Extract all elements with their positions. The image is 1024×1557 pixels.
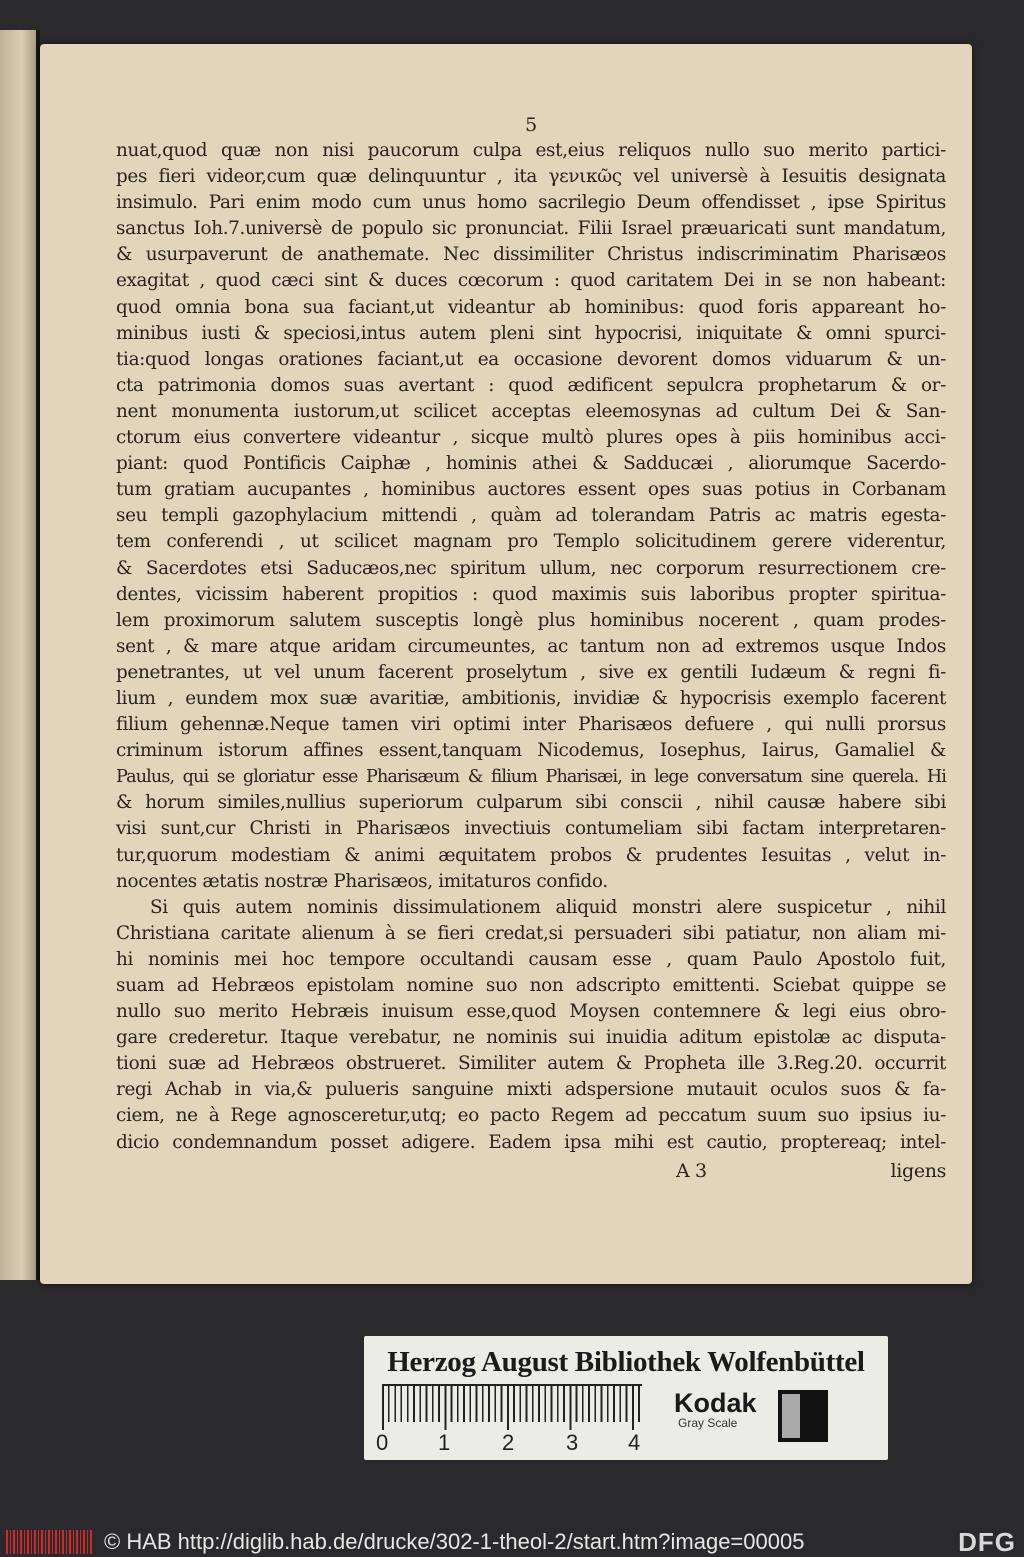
ruler-number: 2 bbox=[502, 1430, 515, 1455]
credit-bar bbox=[0, 1528, 1024, 1556]
catchword: ligens bbox=[890, 1159, 946, 1182]
gray-swatch-mid bbox=[782, 1394, 800, 1438]
text-line: Paulus, qui se gloriatur esse Pharisæum & filium Pharisæi, in lege conversatum sine querela. Hi bbox=[116, 767, 946, 788]
text-line: quod omnia bona sua faciant,ut videantur ab hominibus: quod foris appareant ho- bbox=[116, 296, 946, 318]
text-line: tem conferendi , ut scilicet magnam pro Templo solicitudinem gerere viderentur, bbox=[116, 531, 946, 553]
text-line: minibus iusti & speciosi,intus autem pleni sint hypocrisi, iniquitate & omni spurci- bbox=[116, 322, 946, 344]
text-line: Christiana caritate alienum à se fieri credat,si persuaderi sibi patiatur, non aliam mi- bbox=[116, 922, 946, 944]
kodak-logo: Kodak bbox=[674, 1388, 757, 1418]
ruler-number: 3 bbox=[566, 1430, 579, 1455]
page-text bbox=[116, 114, 946, 1186]
ruler-number: 0 bbox=[376, 1430, 389, 1455]
text-line: tioni suæ ad Hebræos obstrueret. Similiter autem & Propheta ille 3.Reg.20. occurrit bbox=[116, 1053, 946, 1075]
text-line: criminum istorum affines essent,tanquam Nicodemus, Iosephus, Iairus, Gamaliel & bbox=[116, 740, 946, 762]
text-line: lem proximorum salutem susceptis longè plus hominibus nocerent , quam prodes- bbox=[116, 609, 946, 631]
credit-url[interactable]: © HAB http://diglib.hab.de/drucke/302-1-theol-2/start.htm?image=00005 bbox=[104, 1529, 805, 1554]
gray-scale-label: Gray Scale bbox=[678, 1416, 738, 1430]
library-name: Herzog August Bibliothek Wolfenbüttel bbox=[387, 1346, 865, 1378]
signature-mark: A 3 bbox=[676, 1159, 707, 1182]
text-line: visi sunt,cur Christi in Pharisæos invectiuis contumeliam sibi factam interpretaren- bbox=[116, 818, 946, 840]
color-scale-card bbox=[364, 1336, 888, 1460]
text-line: tum gratiam aucupantes , hominibus auctores essent opes suas potius in Corbanam bbox=[116, 479, 946, 501]
text-line: piant: quod Pontificis Caiphæ , hominis athei & Sadducæi , aliorumque Sacerdo- bbox=[116, 453, 946, 475]
text-line: tia:quod longas orationes faciant,ut ea occasione devorent domos viduarum & un- bbox=[116, 348, 946, 370]
text-line: hi nominis mei hoc tempore occultandi causam esse , quam Paulo Apostolo fuit, bbox=[116, 948, 946, 970]
ruler-number: 1 bbox=[438, 1430, 451, 1455]
text-line: tur,quorum modestiam & animi æquitatem probos & prudentes Iesuitas , velut in- bbox=[116, 844, 946, 866]
barcode-icon bbox=[6, 1530, 94, 1554]
ruler-major-ticks bbox=[382, 1386, 642, 1430]
text-line: nocentes ætatis nostræ Pharisæos, imitaturos confido. bbox=[116, 870, 608, 892]
text-line: dentes, vicissim haberent propitios : quod maximis suis laboribus propter spiritua- bbox=[116, 583, 946, 605]
text-line: ciem, ne à Rege agnosceretur,utq; eo pacto Regem ad peccatum suum suo ipsius iu- bbox=[116, 1105, 946, 1127]
text-line: dicio condemnandum posset adigere. Eadem ipsa mihi est cautio, proptereaq; intel- bbox=[116, 1131, 946, 1153]
text-line: & horum similes,nullius superiorum culparum sibi conscii , nihil causæ habere sibi bbox=[116, 792, 946, 814]
text-line: ctorum eius convertere videantur , sicque multò plures opes à piis hominibus acci- bbox=[116, 427, 946, 449]
page-number: 5 bbox=[525, 114, 537, 136]
facing-page-edge bbox=[0, 30, 36, 1280]
text-line: penetrantes, ut vel unum facerent proselytum , sive ex gentili Iudæum & regni fi- bbox=[116, 661, 946, 683]
text-line: insimulo. Pari enim modo cum unus homo sacrilegio Deum offendisset , ipse Spiritus bbox=[116, 192, 946, 214]
text-line: cta patrimonia domos suas avertant : quod ædificent sepulcra prophetarum & or- bbox=[116, 374, 946, 396]
text-line: & Sacerdotes etsi Saducæos,nec spiritum ullum, nec corporum resurrectionem cre- bbox=[116, 557, 946, 579]
text-line: sanctus Ioh.7.universè de populo sic pronunciat. Filii Israel præuaricati sunt mandatum, bbox=[116, 218, 946, 240]
text-line: gare crederetur. Itaque verebatur, ne nominis sui inuidia aditum epistolæ ac disputa- bbox=[116, 1027, 946, 1049]
text-line: seu templi gazophylacium mittendi , quàm ad tolerandam Patris ac matris egesta- bbox=[116, 505, 946, 527]
text-line: Si quis autem nominis dissimulationem aliquid monstri alere suspicetur , nihil bbox=[150, 896, 946, 918]
text-line: suam ad Hebræos epistolam nomine suo non adscripto emittenti. Sciebat quippe se bbox=[116, 975, 946, 996]
text-line: nuat,quod quæ non nisi paucorum culpa est,eius reliquos nullo suo merito partici- bbox=[116, 140, 946, 161]
text-line: lium , eundem mox suæ avaritiæ, ambitionis, invidiæ & hypocrisis exemplo facerent bbox=[116, 687, 946, 709]
text-line: exagitat , quod cæci sint & duces cœcorum : quod caritatem Dei in se non habeant: bbox=[116, 270, 946, 292]
text-line: sent , & mare atque aridam circumeuntes, ac tantum non ad extremos usque Indos bbox=[116, 635, 946, 657]
text-line: pes fieri videor,cum quæ delinquuntur , ita γενικῶς vel universè à Iesuitis designata bbox=[116, 166, 946, 188]
text-line: nullo suo merito Hebræis inuisum esse,quod Moysen contemnere & legi eius obro- bbox=[116, 1001, 946, 1023]
book-page bbox=[40, 44, 972, 1284]
text-line: regi Achab in via,& pulueris sanguine mixti adspersione mutauit oculos suos & fa- bbox=[116, 1079, 946, 1101]
ruler-number: 4 bbox=[628, 1430, 641, 1455]
text-line: filium gehennæ.Neque tamen viri optimi inter Pharisæos defuere , qui nulli prorsus bbox=[116, 714, 946, 736]
text-line: & usurpaverunt de anathemate. Nec dissimiliter Christus indiscriminatim Pharisæos bbox=[116, 244, 946, 266]
dfg-logo: DFG bbox=[958, 1527, 1016, 1557]
text-line: nent monumenta iustorum,ut scilicet acceptas eleemosynas ad cultum Dei & San- bbox=[116, 400, 946, 422]
page-footer bbox=[116, 1158, 946, 1186]
